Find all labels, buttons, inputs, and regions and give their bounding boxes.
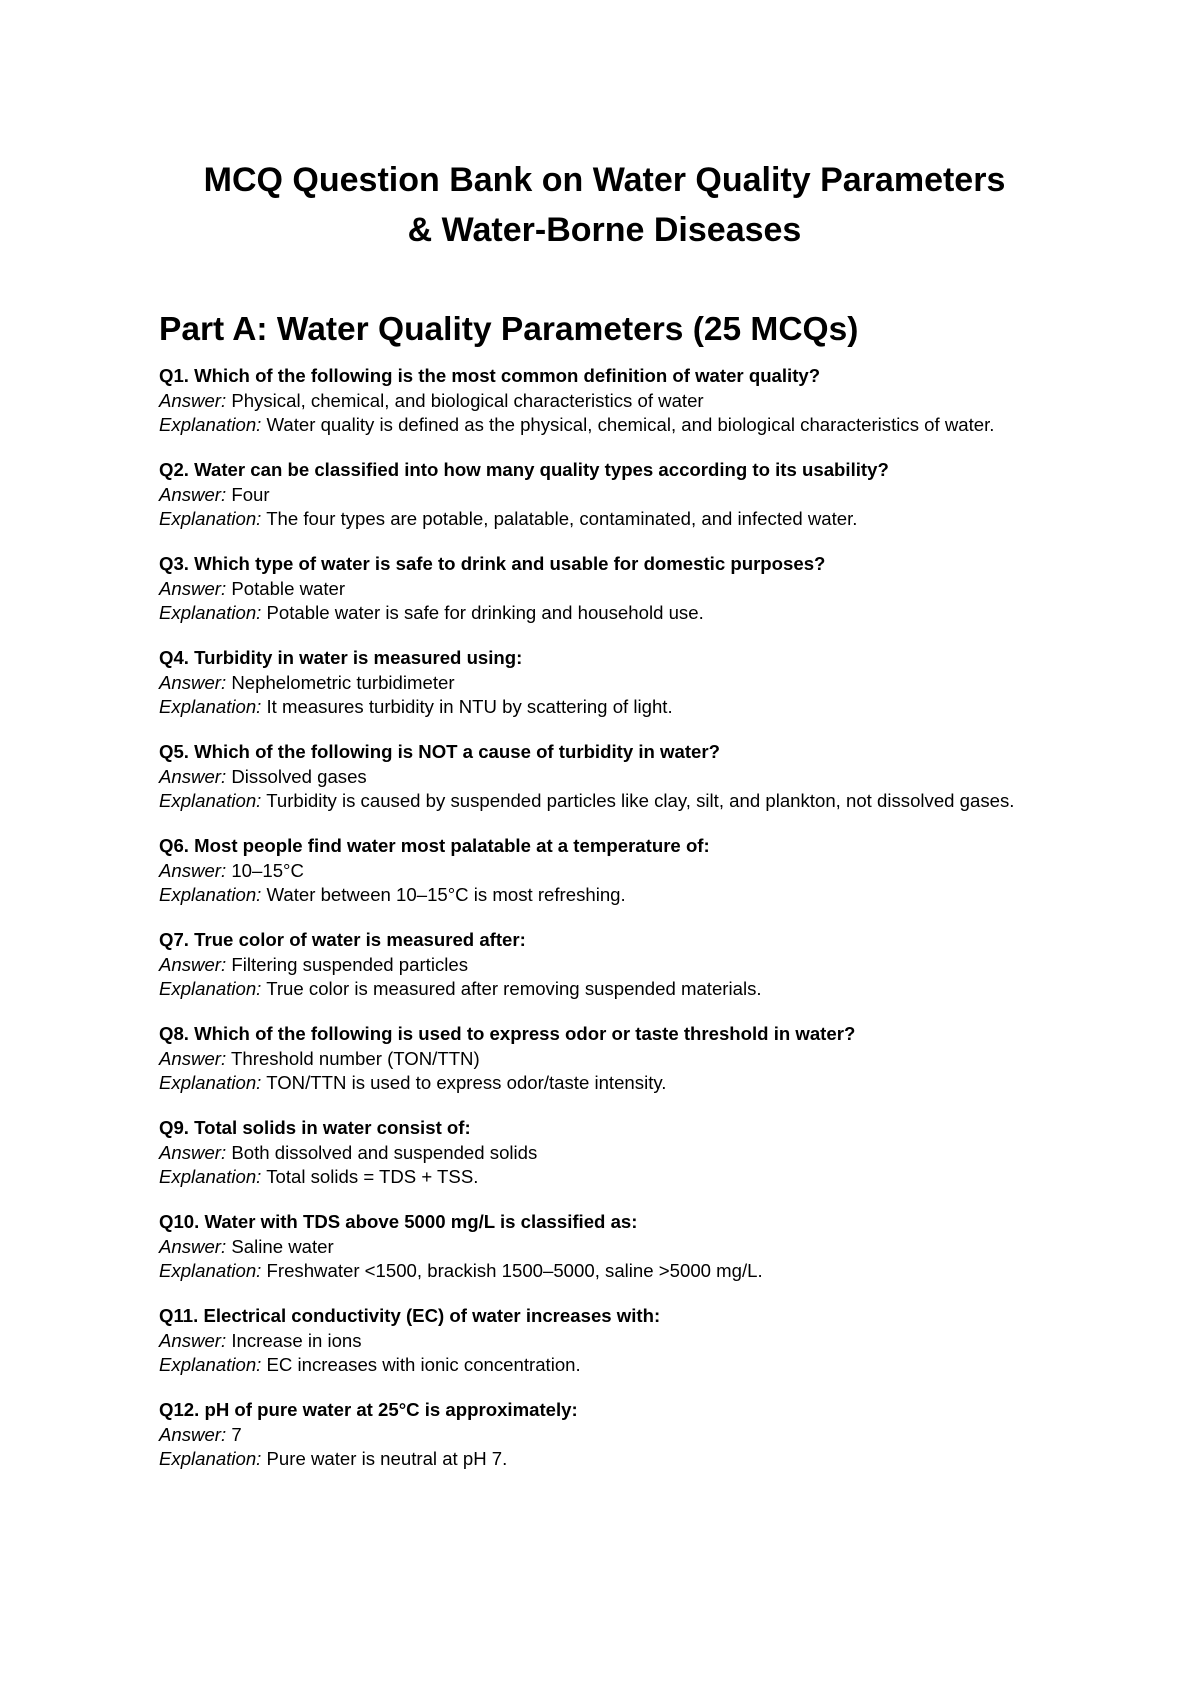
question-item (159, 1210, 1050, 1284)
answer-line (159, 859, 1050, 884)
explanation-line (159, 601, 1050, 626)
answer-line (159, 765, 1050, 790)
answer-label: Answer: (159, 1329, 227, 1351)
question-text: Q8. Which of the following is used to express odor or taste threshold in water? (159, 1023, 856, 1044)
question-text: Q7. True color of water is measured after: (159, 929, 526, 950)
question-text: Q10. Water with TDS above 5000 mg/L is classified as: (159, 1211, 638, 1232)
question-text: Q3. Which type of water is safe to drink and usable for domestic purposes? (159, 553, 826, 574)
explanation-text: It measures turbidity in NTU by scattering of light. (266, 696, 673, 717)
title-line-2: & Water-Borne Diseases (407, 211, 802, 249)
explanation-line (159, 883, 1050, 908)
answer-line (159, 1141, 1050, 1166)
answer-line (159, 1235, 1050, 1260)
question-item (159, 552, 1050, 626)
answer-text: Dissolved gases (231, 765, 367, 787)
question-item (159, 1398, 1050, 1472)
question-text: Q2. Water can be classified into how many quality types according to its usability? (159, 459, 889, 480)
question-text: Q1. Which of the following is the most common definition of water quality? (159, 365, 821, 386)
answer-line (159, 389, 1050, 414)
explanation-line (159, 1259, 1050, 1284)
explanation-text: TON/TTN is used to express odor/taste intensity. (266, 1072, 667, 1093)
answer-label: Answer: (159, 859, 227, 881)
answer-line (159, 1423, 1050, 1448)
answer-line (159, 671, 1050, 696)
question-text: Q9. Total solids in water consist of: (159, 1117, 471, 1138)
question-text: Q4. Turbidity in water is measured using: (159, 647, 523, 668)
answer-text: Physical, chemical, and biological characteristics of water (231, 389, 704, 411)
answer-label: Answer: (159, 671, 227, 693)
answer-line (159, 483, 1050, 508)
explanation-label: Explanation: (159, 696, 262, 717)
answer-text: Four (231, 483, 270, 505)
explanation-text: Turbidity is caused by suspended particles like clay, silt, and plankton, not dissolved gases. (266, 790, 1015, 811)
explanation-label: Explanation: (159, 508, 262, 529)
explanation-line (159, 977, 1050, 1002)
question-text: Q6. Most people find water most palatable at a temperature of: (159, 835, 710, 856)
explanation-label: Explanation: (159, 1448, 262, 1469)
answer-text: Nephelometric turbidimeter (231, 671, 455, 693)
answer-text: Saline water (231, 1235, 334, 1257)
answer-text: Potable water (231, 577, 346, 599)
explanation-label: Explanation: (159, 602, 262, 623)
explanation-text: Pure water is neutral at pH 7. (266, 1448, 508, 1469)
question-item (159, 928, 1050, 1002)
explanation-line (159, 413, 1050, 438)
explanation-label: Explanation: (159, 790, 262, 811)
explanation-line (159, 1353, 1050, 1378)
question-item (159, 1022, 1050, 1096)
answer-text: Threshold number (TON/TTN) (231, 1047, 480, 1069)
question-item (159, 646, 1050, 720)
answer-text: Both dissolved and suspended solids (231, 1141, 538, 1163)
question-text: Q5. Which of the following is NOT a cause of turbidity in water? (159, 741, 720, 762)
explanation-line (159, 1165, 1050, 1190)
document-title (159, 155, 1050, 255)
answer-label: Answer: (159, 483, 227, 505)
explanation-text: Potable water is safe for drinking and household use. (266, 602, 704, 623)
answer-text: 7 (231, 1423, 242, 1445)
answer-label: Answer: (159, 765, 227, 787)
explanation-line (159, 1447, 1050, 1472)
explanation-text: True color is measured after removing suspended materials. (266, 978, 762, 999)
question-item (159, 1304, 1050, 1378)
explanation-text: Water between 10–15°C is most refreshing. (266, 884, 626, 905)
question-item (159, 834, 1050, 908)
answer-label: Answer: (159, 1141, 227, 1163)
explanation-text: EC increases with ionic concentration. (266, 1354, 581, 1375)
answer-label: Answer: (159, 389, 227, 411)
answer-label: Answer: (159, 1047, 227, 1069)
question-item (159, 1116, 1050, 1190)
title-line-1: MCQ Question Bank on Water Quality Parameters (203, 161, 1006, 199)
explanation-text: The four types are potable, palatable, contaminated, and infected water. (266, 508, 858, 529)
explanation-label: Explanation: (159, 978, 262, 999)
answer-line (159, 577, 1050, 602)
explanation-text: Freshwater <1500, brackish 1500–5000, saline >5000 mg/L. (266, 1260, 763, 1281)
explanation-line (159, 1071, 1050, 1096)
explanation-label: Explanation: (159, 1072, 262, 1093)
explanation-label: Explanation: (159, 1166, 262, 1187)
explanation-line (159, 507, 1050, 532)
answer-line (159, 1329, 1050, 1354)
answer-text: Increase in ions (231, 1329, 362, 1351)
explanation-label: Explanation: (159, 1260, 262, 1281)
explanation-label: Explanation: (159, 884, 262, 905)
explanation-text: Total solids = TDS + TSS. (266, 1166, 479, 1187)
explanation-text: Water quality is defined as the physical, chemical, and biological characteristics of water. (266, 414, 995, 435)
explanation-line (159, 695, 1050, 720)
question-item (159, 364, 1050, 438)
answer-label: Answer: (159, 1235, 227, 1257)
answer-label: Answer: (159, 953, 227, 975)
explanation-label: Explanation: (159, 1354, 262, 1375)
answer-text: 10–15°C (231, 859, 304, 881)
answer-label: Answer: (159, 1423, 227, 1445)
question-item (159, 458, 1050, 532)
explanation-label: Explanation: (159, 414, 262, 435)
answer-line (159, 953, 1050, 978)
answer-text: Filtering suspended particles (231, 953, 469, 975)
question-item (159, 740, 1050, 814)
part-heading: Part A: Water Quality Parameters (25 MCQs) (159, 311, 859, 348)
question-list (159, 364, 1050, 1472)
explanation-line (159, 789, 1050, 814)
question-text: Q11. Electrical conductivity (EC) of water increases with: (159, 1305, 661, 1326)
answer-label: Answer: (159, 577, 227, 599)
question-text: Q12. pH of pure water at 25°C is approximately: (159, 1399, 578, 1420)
answer-line (159, 1047, 1050, 1072)
